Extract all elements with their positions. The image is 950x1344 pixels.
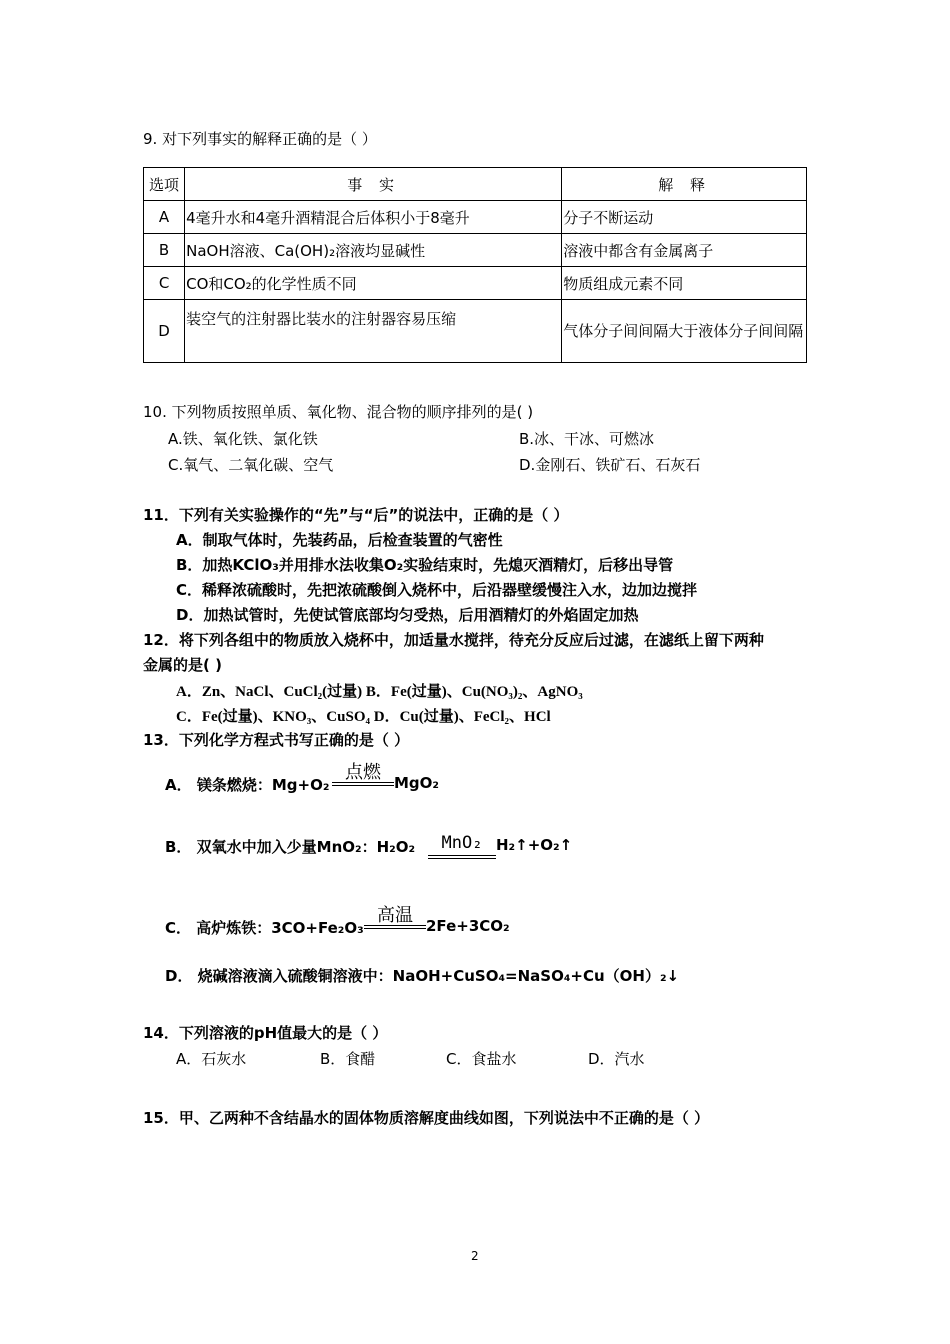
q10-option-a: A.铁、氧化铁、氯化铁 — [168, 430, 318, 448]
condition-label: MnO₂ — [441, 833, 483, 853]
double-line — [364, 925, 426, 929]
header-explain: 解 释 — [562, 168, 807, 201]
header-fact: 事 实 — [185, 168, 562, 201]
q13-option-b-left: B． 双氧水中加入少量MnO₂：H₂O₂ — [165, 838, 416, 856]
row-explain: 气体分子间间隔大于液体分子间间隔 — [562, 300, 807, 363]
table-row — [144, 201, 807, 234]
q9-table — [143, 167, 807, 363]
condition-label: 点燃 — [345, 762, 381, 783]
row-fact: 装空气的注射器比装水的注射器容易压缩 — [185, 300, 562, 363]
q13-option-c-left: C． 高炉炼铁：3CO+Fe₂O₃ — [165, 919, 364, 937]
reaction-arrow-a — [332, 758, 394, 788]
table-row — [144, 234, 807, 267]
q11-option-d: D．加热试管时，先使试管底部均匀受热，后用酒精灯的外焰固定加热 — [176, 606, 639, 624]
q13-stem: 13．下列化学方程式书写正确的是（ ） — [143, 731, 410, 749]
reaction-arrow-b — [428, 833, 496, 863]
row-option: C — [144, 267, 185, 300]
row-explain: 溶液中都含有金属离子 — [562, 234, 807, 267]
double-line — [428, 855, 496, 859]
row-option: B — [144, 234, 185, 267]
reaction-arrow-c — [364, 901, 426, 931]
q10-option-d: D.金刚石、铁矿石、石灰石 — [519, 456, 701, 474]
row-explain: 分子不断运动 — [562, 201, 807, 234]
q13-option-d: D． 烧碱溶液滴入硫酸铜溶液中：NaOH+CuSO₄=NaSO₄+Cu（OH）₂↓ — [165, 967, 680, 985]
q10-option-b: B.冰、干冰、可燃冰 — [519, 430, 655, 448]
q13-option-a-left: A． 镁条燃烧：Mg+O₂ — [165, 776, 330, 794]
q13-option-a-right: MgO₂ — [394, 774, 439, 792]
row-option: A — [144, 201, 185, 234]
condition-label: 高温 — [377, 905, 413, 926]
row-option: D — [144, 300, 185, 363]
q10-stem: 10. 下列物质按照单质、氧化物、混合物的顺序排列的是( ) — [143, 403, 534, 421]
q11-option-c: C．稀释浓硫酸时，先把浓硫酸倒入烧杯中，后沿器壁缓慢注入水，边加边搅拌 — [176, 581, 698, 599]
q13-option-c-right: 2Fe+3CO₂ — [426, 917, 510, 935]
table-row — [144, 300, 807, 363]
q14-option-a: A．石灰水 — [176, 1050, 247, 1068]
q14-option-c: C．食盐水 — [446, 1050, 517, 1068]
q12-stem-line1: 12．将下列各组中的物质放入烧杯中，加适量水搅拌，待充分反应后过滤，在滤纸上留下两种 — [143, 631, 764, 649]
q12-stem-line2: 金属的是( ) — [143, 656, 222, 674]
q10-option-c: C.氧气、二氧化碳、空气 — [168, 456, 334, 474]
q11-option-a: A．制取气体时，先装药品，后检查装置的气密性 — [176, 531, 503, 549]
double-line — [332, 782, 394, 786]
q9-stem: 9. 对下列事实的解释正确的是（ ） — [143, 130, 377, 148]
q15-stem: 15．甲、乙两种不含结晶水的固体物质溶解度曲线如图，下列说法中不正确的是（ ） — [143, 1109, 710, 1127]
q11-option-b: B．加热KClO₃并用排水法收集O₂实验结束时，先熄灭酒精灯，后移出导管 — [176, 556, 674, 574]
q14-option-b: B．食醋 — [320, 1050, 376, 1068]
header-option: 选项 — [144, 168, 185, 201]
table-row — [144, 267, 807, 300]
q12-options-cd: C．Fe(过量)、KNO₃、CuSO₄ D．Cu(过量)、FeCl₂、HCl — [176, 709, 551, 725]
q14-option-d: D．汽水 — [588, 1050, 645, 1068]
table-header-row — [144, 168, 807, 201]
q13-option-b-right: H₂↑+O₂↑ — [496, 836, 573, 854]
row-explain: 物质组成元素不同 — [562, 267, 807, 300]
row-fact: CO和CO₂的化学性质不同 — [185, 267, 562, 300]
q11-stem: 11．下列有关实验操作的“先”与“后”的说法中，正确的是（ ） — [143, 506, 569, 524]
q12-options-ab: A．Zn、NaCl、CuCl₂(过量) B．Fe(过量)、Cu(NO₃)₂、AgNO₃ — [176, 684, 583, 700]
q14-stem: 14．下列溶液的pH值最大的是（ ） — [143, 1024, 388, 1042]
page-number: 2 — [471, 1249, 479, 1263]
row-fact: NaOH溶液、Ca(OH)₂溶液均显碱性 — [185, 234, 562, 267]
row-fact: 4毫升水和4毫升酒精混合后体积小于8毫升 — [185, 201, 562, 234]
